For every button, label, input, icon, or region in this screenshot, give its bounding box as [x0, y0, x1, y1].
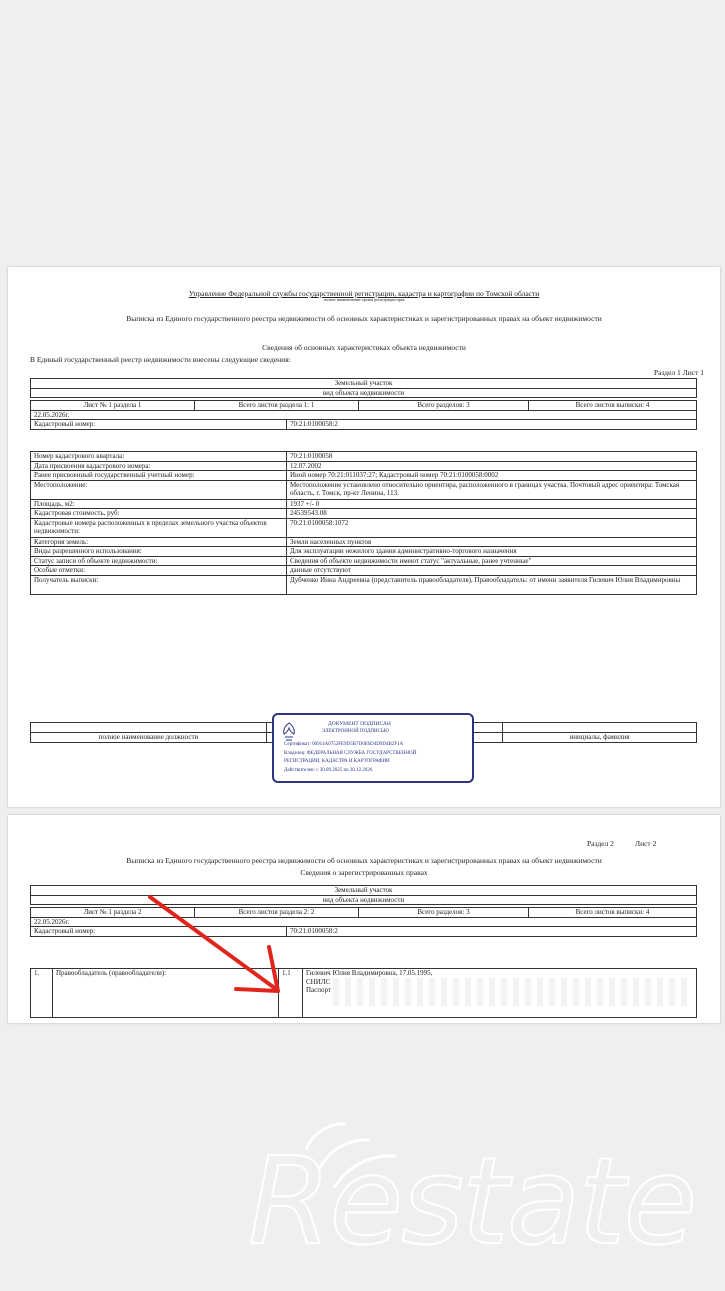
owner-passport-label: Паспорт: [306, 986, 331, 994]
table-row: [31, 518, 697, 537]
extract-page-2: [8, 815, 720, 1023]
row-value: Местоположение установлено относительно ориентира, расположенного в границах участка. Почтовый адрес ориентира: Томская область, г. Томск, пр-кт Ленина, 113.: [287, 480, 697, 499]
row-label: Особые отметки:: [31, 566, 287, 576]
table-row: [31, 566, 697, 576]
object-type: Земельный участок: [31, 886, 697, 896]
stamp-line-4: Владелец: ФЕДЕРАЛЬНАЯ СЛУЖБА ГОСУДАРСТВЕННОЙ: [284, 751, 417, 756]
table-row: [31, 499, 697, 509]
row-value: Сведения об объекте недвижимости имеют статус "актуальные, ранее учтенные": [287, 556, 697, 566]
object-type: Земельный участок: [31, 379, 697, 389]
authority-note: полное наименование органа регистрации прав: [323, 297, 405, 302]
stamp-line-3: Сертификат: 00914A0752FE9D5B7D6E6D4D9D4B2F1A: [284, 742, 404, 747]
row-value: 70:21:0100058: [287, 452, 697, 462]
redacted-area: [333, 978, 693, 1006]
sections-total: Всего разделов: 3: [359, 401, 529, 411]
row-label: Категория земель:: [31, 537, 287, 547]
cadastral-number-label: Кадастровый номер:: [31, 927, 287, 937]
emblem-icon: [280, 721, 298, 743]
sheets-total: Всего листов выписки: 4: [529, 908, 697, 918]
table-row: [31, 452, 697, 462]
position-caption: полное наименование должности: [31, 733, 267, 743]
table-row: [31, 547, 697, 557]
object-type-caption: вид объекта недвижимости: [31, 388, 697, 398]
table-row: [31, 575, 697, 594]
intro-text: В Единый государственный реестр недвижимости внесены следующие сведения:: [30, 355, 291, 364]
row-label: Местоположение:: [31, 480, 287, 499]
row-value: Иной номер 70:21:011037:27; Кадастровый номер 70:21:0100058:0002: [287, 471, 697, 481]
row-label: Ранее присвоенный государственный учетный номер:: [31, 471, 287, 481]
cadastral-number-value: 70:21:0100058:2: [287, 420, 697, 430]
restate-watermark-logo: Restate: [248, 1133, 696, 1272]
object-type-caption: вид объекта недвижимости: [31, 895, 697, 905]
stamp-line-2: ЭЛЕКТРОННОЙ ПОДПИСЬЮ: [322, 729, 389, 734]
electronic-signature-stamp: [272, 713, 474, 783]
table-row: [31, 509, 697, 519]
sheets-in-section: Всего листов раздела 2: 2: [195, 908, 359, 918]
table-row: [31, 537, 697, 547]
table-row: [31, 556, 697, 566]
stamp-line-6: Действителен: с 30.09.2025 по 30.12.2026: [284, 768, 373, 773]
row-label: Виды разрешенного использования:: [31, 547, 287, 557]
row-value: 24539543.08: [287, 509, 697, 519]
section-label: Раздел 1 Лист 1: [653, 368, 704, 377]
row-label: Статус записи об объекте недвижимости:: [31, 556, 287, 566]
row-value: 1937 +/- 0: [287, 499, 697, 509]
sheet-number: Лист № 1 раздела 1: [31, 401, 195, 411]
row-label: Кадастровые номера расположенных в пределах земельного участка объектов недвижимости:: [31, 518, 287, 537]
cadastral-number-value: 70:21:0100058:2: [287, 927, 697, 937]
sheet-label: Лист 2: [635, 839, 657, 848]
owner-details: [303, 969, 697, 1018]
sections-total: Всего разделов: 3: [359, 908, 529, 918]
stamp-line-5: РЕГИСТРАЦИИ, КАДАСТРА И КАРТОГРАФИИ: [284, 759, 390, 764]
table-row: [31, 461, 697, 471]
section-label: Раздел 2: [587, 839, 614, 848]
owner-name: Гилевич Юлия Владимировна, 17.05.1995,: [306, 969, 433, 977]
table-row: [31, 471, 697, 481]
characteristics-table: [30, 451, 697, 595]
extract-date: 22.05.2026г.: [31, 410, 697, 420]
extract-date: 22.05.2026г.: [31, 917, 697, 927]
owner-number: 1.: [31, 969, 53, 1018]
document-subtitle: Сведения о зарегистрированных правах: [300, 868, 428, 877]
owner-label: Правообладатель (правообладатели):: [53, 969, 279, 1018]
document-subtitle: Сведения об основных характеристиках объекта недвижимости: [262, 343, 466, 352]
row-label: Получатель выписки:: [31, 575, 287, 594]
row-value: данные отсутствуют: [287, 566, 697, 576]
row-value: Дубченко Инна Андреевна (представитель правообладателя), Правообладатель: от имени заявителя Гилевич Юлия Владимировны: [287, 575, 697, 594]
cadastral-number-label: Кадастровый номер:: [31, 420, 287, 430]
row-value: 70:21:0100058:1072: [287, 518, 697, 537]
owner-subnumber: 1.1: [279, 969, 303, 1018]
row-value: Для эксплуатации нежилого здания административно-торгового назначения: [287, 547, 697, 557]
row-value: Земли населенных пунктов: [287, 537, 697, 547]
red-arrow-annotation: [128, 885, 303, 1005]
object-header-table: [30, 378, 697, 430]
owner-snils-label: СНИЛС: [306, 977, 331, 986]
sheets-total: Всего листов выписки: 4: [529, 401, 697, 411]
extract-page-1: [8, 267, 720, 807]
table-row: [31, 480, 697, 499]
authority-name: Управление Федеральной службы государственной регистрации, кадастра и картографии по Томской области: [188, 289, 540, 298]
document-title: Выписка из Единого государственного реестра недвижимости об основных характеристиках и зарегистрированных правах на объект недвижимости: [126, 856, 602, 865]
document-title: Выписка из Единого государственного реестра недвижимости об основных характеристиках и зарегистрированных правах на объект недвижимости: [126, 314, 602, 323]
row-label: Площадь, м2:: [31, 499, 287, 509]
row-label: Номер кадастрового квартала:: [31, 452, 287, 462]
stamp-line-1: ДОКУМЕНТ ПОДПИСАН: [328, 721, 391, 727]
row-label: Кадастровая стоимость, руб:: [31, 509, 287, 519]
row-label: Дата присвоения кадастрового номера:: [31, 461, 287, 471]
sheet-number: Лист № 1 раздела 2: [31, 908, 195, 918]
sheets-in-section: Всего листов раздела 1: 1: [195, 401, 359, 411]
row-value: 12.07.2002: [287, 461, 697, 471]
initials-caption: инициалы, фамилия: [503, 733, 697, 743]
